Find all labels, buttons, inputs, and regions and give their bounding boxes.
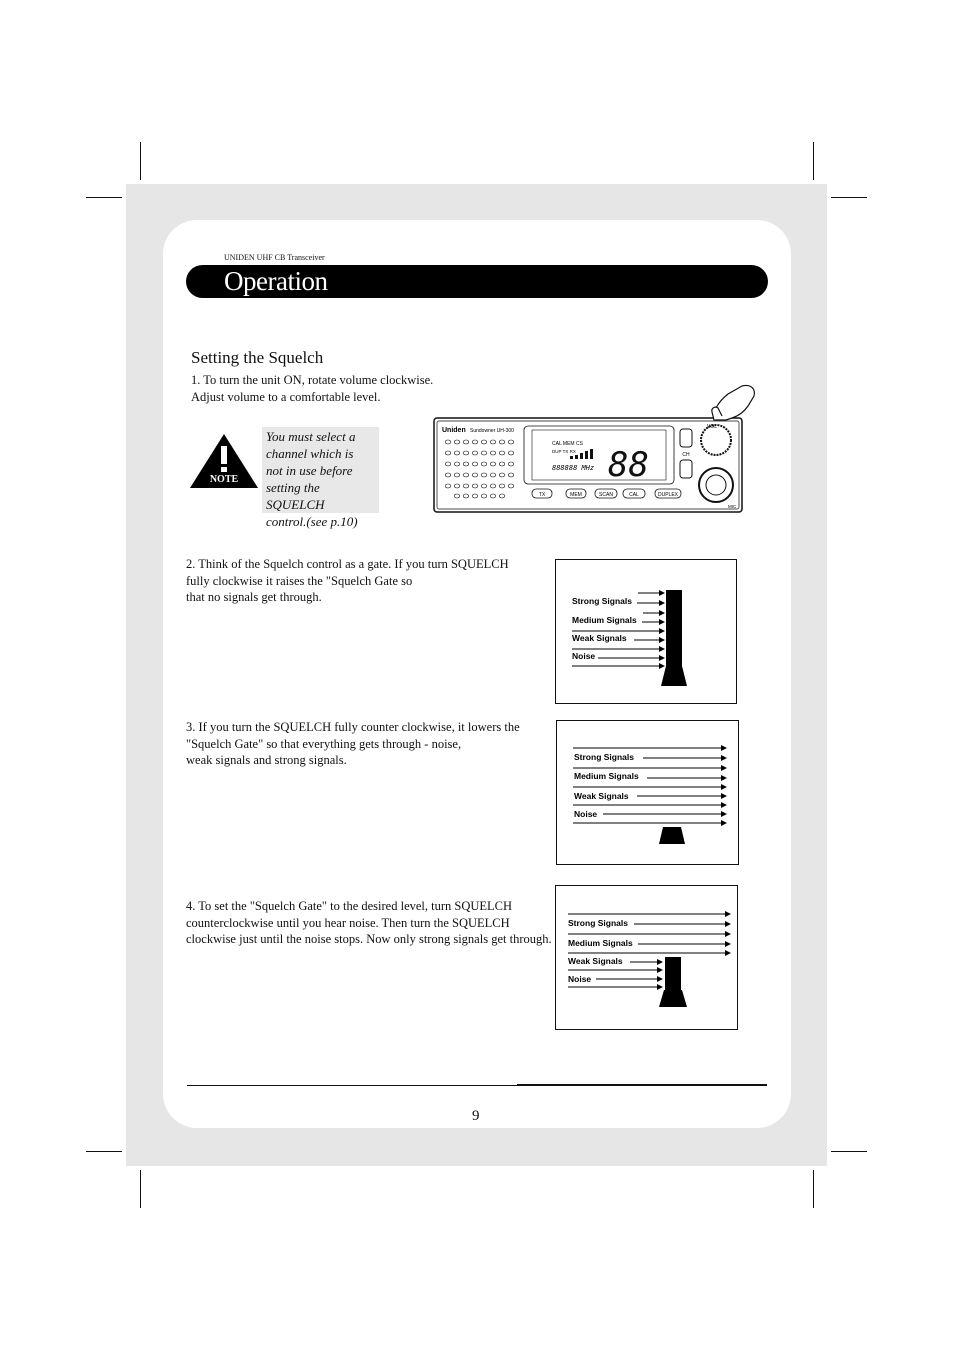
signal-label-weak: Weak Signals <box>574 791 629 801</box>
squelch-gate <box>659 827 685 844</box>
footer-rule-bold <box>517 1084 767 1086</box>
step-2-line: that no signals get through. <box>186 590 322 604</box>
step-3-line: weak signals and strong signals. <box>186 753 347 767</box>
note-line: control.(see p.10) <box>266 514 358 529</box>
lcd-frequency: 888888 MHz <box>552 464 595 472</box>
crop-mark <box>813 142 814 180</box>
channel-label: CH <box>682 452 690 458</box>
step-3-line: "Squelch Gate" so that everything gets through - noise, <box>186 736 462 751</box>
squelch-diagram-set <box>555 885 738 1030</box>
radio-model: Sundowner UH-300 <box>470 428 514 434</box>
volume-label: VOL <box>707 424 718 430</box>
note-line: You must select a <box>266 429 356 444</box>
step-3-line: 3. If you turn the SQUELCH fully counter clockwise, it lowers the <box>186 720 520 734</box>
radio-button-label: SCAN <box>599 492 613 498</box>
radio-button-label: TX <box>538 492 546 498</box>
step-4-line: 4. To set the "Squelch Gate" to the desired level, turn SQUELCH <box>186 899 513 913</box>
step-4-text <box>186 898 552 948</box>
note-line: not in use before <box>266 463 353 478</box>
squelch-diagram-open <box>556 720 739 865</box>
page-title: Operation <box>224 266 328 296</box>
radio-button-label: MEM <box>570 492 582 498</box>
radio-brand: Uniden <box>442 427 466 434</box>
step-2-text <box>186 556 509 606</box>
step-4-line: clockwise just until the noise stops. Now only strong signals get through. <box>186 932 552 946</box>
note-text <box>266 428 381 530</box>
note-line: setting the SQUELCH <box>266 480 325 512</box>
step-4-line: counterclockwise until you hear noise. Then turn the SQUELCH <box>186 915 510 930</box>
note-icon-label: NOTE <box>209 474 239 485</box>
crop-mark <box>140 1170 141 1208</box>
signal-label-strong: Strong Signals <box>572 596 632 606</box>
step-1-line: Adjust volume to a comfortable level. <box>191 389 381 404</box>
radio-illustration <box>432 382 762 514</box>
signal-label-weak: Weak Signals <box>568 956 623 966</box>
signal-label-strong: Strong Signals <box>574 752 634 762</box>
step-3-text <box>186 719 520 769</box>
signal-label-weak: Weak Signals <box>572 633 627 643</box>
lcd-mid: DUP TX RX <box>552 449 576 454</box>
crop-mark <box>86 197 122 198</box>
page-number: 9 <box>472 1108 480 1124</box>
signal-label-noise: Noise <box>568 974 592 984</box>
footer-rule <box>187 1085 517 1086</box>
lcd-top: CAL MEM CS <box>552 441 583 447</box>
signal-label-medium: Medium Signals <box>568 938 633 948</box>
signal-label-strong: Strong Signals <box>568 918 628 928</box>
step-2-line: fully clockwise it raises the "Squelch Gate so <box>186 573 413 588</box>
signal-label-medium: Medium Signals <box>572 615 637 625</box>
crop-mark <box>813 1170 814 1208</box>
channel-down-icon <box>680 460 692 478</box>
crop-mark <box>831 1151 867 1152</box>
hand-pointer-icon <box>712 385 755 420</box>
step-1-line: 1. To turn the unit ON, rotate volume clockwise. <box>191 373 434 387</box>
crop-mark <box>140 142 141 180</box>
crop-mark <box>831 197 867 198</box>
mic-label: MIC <box>728 504 737 509</box>
lcd-channel-digits: 88 <box>608 445 649 485</box>
signal-label-medium: Medium Signals <box>574 771 639 781</box>
note-line: channel which is <box>266 446 354 461</box>
crop-mark <box>86 1151 122 1152</box>
section-title: Setting the Squelch <box>191 348 324 367</box>
radio-button-label: CAL <box>629 492 639 498</box>
step-2-line: 2. Think of the Squelch control as a gate. If you turn SQUELCH <box>186 557 509 571</box>
radio-button-label: DUPLEX <box>657 492 679 498</box>
squelch-diagram-closed <box>555 559 737 704</box>
signal-label-noise: Noise <box>574 809 598 819</box>
channel-up-icon <box>680 429 692 447</box>
step-1-text <box>191 372 433 405</box>
document-label: UNIDEN UHF CB Transceiver <box>224 253 325 262</box>
warning-icon <box>188 432 260 492</box>
signal-label-noise: Noise <box>572 651 596 661</box>
